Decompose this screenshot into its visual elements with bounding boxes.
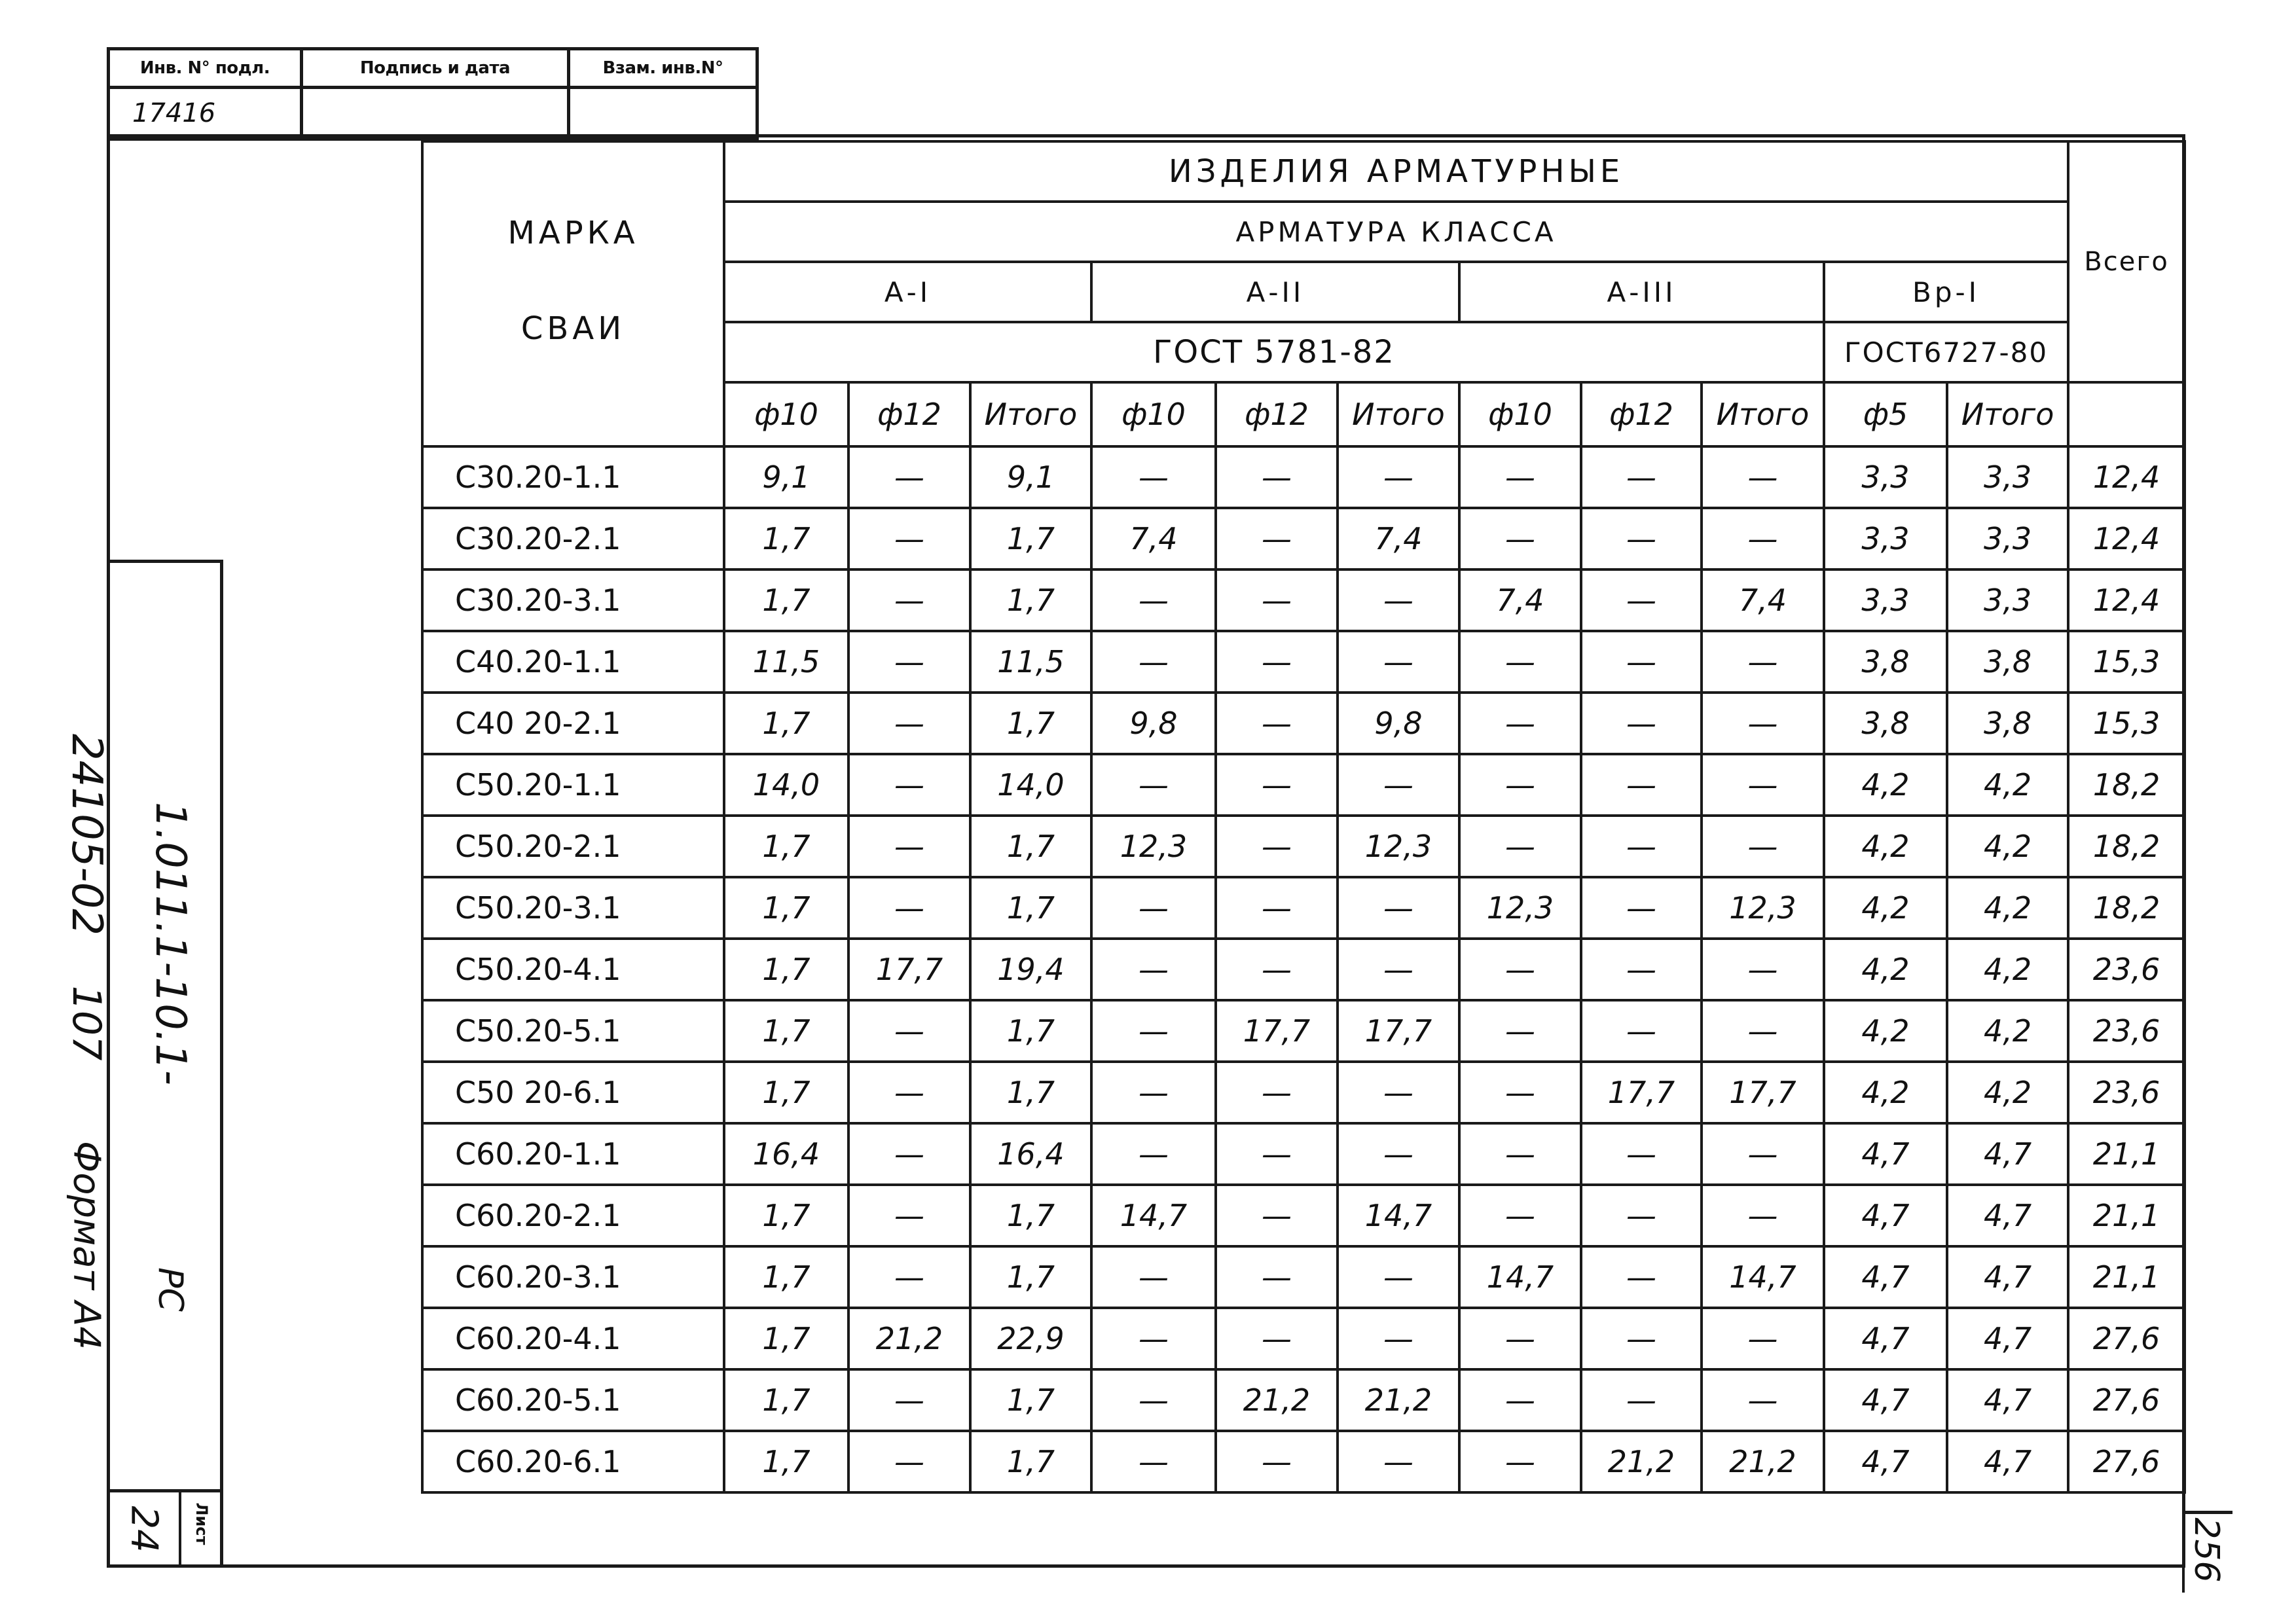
table-cell: 14,0: [724, 754, 848, 816]
table-cell: —: [1459, 693, 1581, 754]
table-cell: —: [848, 877, 970, 939]
table-cell: 4,7: [1947, 1123, 2068, 1185]
table-cell: 3,3: [1947, 569, 2068, 631]
table-cell: 17,7: [1581, 1062, 1702, 1123]
sheet-box-top: [107, 1489, 223, 1492]
table-cell: 7,4: [1091, 508, 1216, 569]
table-row: [422, 754, 2185, 816]
letter-mark: РС: [151, 1267, 190, 1312]
mark-header-line1: МАРКА: [507, 215, 639, 251]
table-cell: —: [848, 1369, 970, 1431]
table-cell: 1,7: [724, 1062, 848, 1123]
signature-date-value: [302, 88, 569, 139]
table-cell: —: [1338, 754, 1459, 816]
table-cell: —: [1581, 877, 1702, 939]
table-cell: —: [1702, 693, 1824, 754]
row-total: 18,2: [2068, 754, 2185, 816]
column-header: Итого: [970, 382, 1091, 446]
pile-mark: С60.20-2.1: [422, 1185, 724, 1246]
table-cell: 4,7: [1824, 1246, 1947, 1308]
table-cell: 17,7: [1702, 1062, 1824, 1123]
table-cell: 1,7: [724, 816, 848, 877]
table-cell: —: [1581, 1000, 1702, 1062]
table-row: [422, 693, 2185, 754]
table-cell: —: [1581, 631, 1702, 693]
binding-strip-border: [220, 560, 223, 1568]
table-cell: 17,7: [1216, 1000, 1338, 1062]
signature-date-label: Подпись и дата: [302, 49, 569, 88]
pile-mark: С30.20-1.1: [422, 446, 724, 508]
table-cell: —: [1702, 1185, 1824, 1246]
table-cell: 14,7: [1338, 1185, 1459, 1246]
mark-header-line2: СВАИ: [520, 310, 626, 347]
table-cell: 1,7: [970, 1185, 1091, 1246]
sheet-code: 107: [64, 985, 109, 1061]
table-cell: 4,2: [1824, 1062, 1947, 1123]
gost-wire: ГОСТ6727-80: [1824, 322, 2068, 382]
table-cell: —: [848, 446, 970, 508]
table-cell: —: [1216, 1185, 1338, 1246]
table-cell: 14,0: [970, 754, 1091, 816]
table-cell: 4,7: [1824, 1185, 1947, 1246]
table-cell: 4,2: [1947, 1000, 2068, 1062]
table-cell: —: [1091, 1308, 1216, 1369]
table-cell: —: [848, 754, 970, 816]
table-row: [422, 877, 2185, 939]
table-cell: 17,7: [848, 939, 970, 1000]
table-cell: 9,1: [970, 446, 1091, 508]
table-row: [422, 1123, 2185, 1185]
table-cell: —: [1216, 877, 1338, 939]
table-cell: 3,3: [1947, 508, 2068, 569]
table-cell: 4,2: [1824, 816, 1947, 877]
table-cell: 19,4: [970, 939, 1091, 1000]
class-a3: А-III: [1459, 262, 1824, 322]
table-cell: —: [1702, 631, 1824, 693]
table-cell: —: [1091, 1369, 1216, 1431]
pile-mark: С30.20-2.1: [422, 508, 724, 569]
table-cell: —: [848, 631, 970, 693]
frame-top-border: [107, 134, 2185, 137]
table-cell: —: [1459, 508, 1581, 569]
table-cell: 1,7: [724, 877, 848, 939]
table-cell: —: [1581, 1185, 1702, 1246]
table-cell: —: [1581, 1308, 1702, 1369]
table-row: [422, 508, 2185, 569]
table-row: [422, 1431, 2185, 1492]
table-cell: 1,7: [724, 508, 848, 569]
table-cell: —: [1702, 446, 1824, 508]
row-total: 21,1: [2068, 1185, 2185, 1246]
table-cell: —: [1338, 1123, 1459, 1185]
table-cell: —: [1338, 569, 1459, 631]
table-cell: 21,2: [1216, 1369, 1338, 1431]
gost-main: ГОСТ 5781-82: [724, 322, 1824, 382]
table-row: [422, 446, 2185, 508]
table-cell: —: [1702, 754, 1824, 816]
table-cell: —: [848, 1062, 970, 1123]
column-header: ф12: [1216, 382, 1338, 446]
row-total: 12,4: [2068, 569, 2185, 631]
table-cell: 1,7: [724, 1308, 848, 1369]
row-total: 12,4: [2068, 446, 2185, 508]
table-cell: 1,7: [724, 1431, 848, 1492]
page-number: 256: [2187, 1517, 2226, 1583]
table-row: [422, 1308, 2185, 1369]
table-cell: 4,7: [1824, 1431, 1947, 1492]
table-cell: —: [1581, 569, 1702, 631]
table-cell: —: [1581, 939, 1702, 1000]
table-cell: —: [1459, 446, 1581, 508]
table-cell: 4,7: [1824, 1369, 1947, 1431]
table-cell: —: [1216, 1308, 1338, 1369]
table-cell: —: [1091, 631, 1216, 693]
pile-mark: С50.20-2.1: [422, 816, 724, 877]
table-cell: —: [1091, 754, 1216, 816]
table-cell: —: [1091, 1062, 1216, 1123]
table-cell: —: [1091, 1431, 1216, 1492]
replacement-inventory-value: [569, 88, 757, 139]
table-cell: —: [1581, 1369, 1702, 1431]
table-cell: 4,2: [1947, 1062, 2068, 1123]
table-cell: 12,3: [1091, 816, 1216, 877]
pile-mark: С40.20-1.1: [422, 631, 724, 693]
table-cell: —: [1702, 508, 1824, 569]
table-cell: —: [1216, 1431, 1338, 1492]
table-cell: 11,5: [970, 631, 1091, 693]
pile-mark: С50.20-3.1: [422, 877, 724, 939]
table-cell: —: [848, 816, 970, 877]
table-cell: 22,9: [970, 1308, 1091, 1369]
table-cell: —: [1459, 1308, 1581, 1369]
page-number-vertical: [2182, 1511, 2185, 1593]
table-cell: —: [1216, 939, 1338, 1000]
table-cell: 9,1: [724, 446, 848, 508]
table-cell: 3,8: [1947, 693, 2068, 754]
column-header: Итого: [1338, 382, 1459, 446]
pile-mark: С60.20-4.1: [422, 1308, 724, 1369]
table-cell: —: [1216, 754, 1338, 816]
row-total: 23,6: [2068, 939, 2185, 1000]
table-cell: 1,7: [970, 1000, 1091, 1062]
table-cell: —: [1338, 446, 1459, 508]
table-cell: 1,7: [970, 1246, 1091, 1308]
row-total: 21,1: [2068, 1246, 2185, 1308]
table-cell: 12,3: [1338, 816, 1459, 877]
series-number: 24105-02: [62, 733, 111, 936]
pile-mark: С30.20-3.1: [422, 569, 724, 631]
table-cell: —: [1581, 1246, 1702, 1308]
table-cell: —: [1216, 1062, 1338, 1123]
table-cell: 3,3: [1824, 446, 1947, 508]
table-cell: —: [1216, 508, 1338, 569]
table-cell: 12,3: [1702, 877, 1824, 939]
table-cell: 14,7: [1702, 1246, 1824, 1308]
table-cell: —: [1216, 446, 1338, 508]
table-cell: —: [1702, 1369, 1824, 1431]
table-cell: —: [1338, 939, 1459, 1000]
pile-mark: С60.20-6.1: [422, 1431, 724, 1492]
table-cell: 1,7: [970, 1431, 1091, 1492]
row-total: 23,6: [2068, 1000, 2185, 1062]
table-cell: —: [1216, 693, 1338, 754]
table-cell: —: [848, 1185, 970, 1246]
table-row: [422, 816, 2185, 877]
approval-stamp: [107, 47, 759, 141]
table-cell: —: [1702, 816, 1824, 877]
table-cell: —: [1459, 1431, 1581, 1492]
table-cell: —: [1091, 939, 1216, 1000]
row-total: 27,6: [2068, 1431, 2185, 1492]
table-cell: —: [1581, 446, 1702, 508]
table-cell: 21,2: [1581, 1431, 1702, 1492]
pile-mark: С50.20-4.1: [422, 939, 724, 1000]
group-title: ИЗДЕЛИЯ АРМАТУРНЫЕ: [724, 141, 2068, 202]
class-a2: А-II: [1091, 262, 1459, 322]
table-cell: 7,4: [1459, 569, 1581, 631]
reinforcement-table: [421, 140, 2186, 1494]
mark-header: [422, 141, 724, 446]
table-cell: 16,4: [724, 1123, 848, 1185]
table-cell: 9,8: [1338, 693, 1459, 754]
table-cell: 1,7: [970, 816, 1091, 877]
table-cell: 4,7: [1824, 1123, 1947, 1185]
table-cell: —: [1459, 1185, 1581, 1246]
class-a1: А-I: [724, 262, 1091, 322]
table-cell: 16,4: [970, 1123, 1091, 1185]
pile-mark: С50.20-5.1: [422, 1000, 724, 1062]
table-cell: —: [1091, 446, 1216, 508]
table-cell: 4,2: [1824, 1000, 1947, 1062]
table-cell: —: [1338, 877, 1459, 939]
table-cell: 1,7: [970, 569, 1091, 631]
table-cell: 4,7: [1947, 1431, 2068, 1492]
column-header: Итого: [1702, 382, 1824, 446]
table-cell: 4,7: [1947, 1369, 2068, 1431]
table-row: [422, 1062, 2185, 1123]
table-cell: —: [1459, 816, 1581, 877]
table-cell: —: [1459, 631, 1581, 693]
table-cell: 3,8: [1824, 631, 1947, 693]
table-cell: —: [1459, 939, 1581, 1000]
column-header: ф12: [1581, 382, 1702, 446]
table-cell: 1,7: [970, 1062, 1091, 1123]
table-cell: —: [848, 1431, 970, 1492]
row-total: 12,4: [2068, 508, 2185, 569]
table-cell: —: [1581, 693, 1702, 754]
sheet-box-divider: [179, 1489, 181, 1566]
table-cell: —: [1216, 1246, 1338, 1308]
table-cell: 4,2: [1824, 939, 1947, 1000]
table-cell: —: [1091, 1000, 1216, 1062]
table-cell: —: [848, 1246, 970, 1308]
table-cell: 3,8: [1947, 631, 2068, 693]
table-cell: 4,7: [1824, 1308, 1947, 1369]
table-cell: 3,3: [1824, 569, 1947, 631]
frame-bottom-border: [107, 1564, 2185, 1568]
table-cell: —: [1091, 877, 1216, 939]
column-header: ф12: [848, 382, 970, 446]
table-cell: —: [1459, 1123, 1581, 1185]
table-cell: 1,7: [724, 939, 848, 1000]
table-row: [422, 939, 2185, 1000]
inventory-number: 17416: [109, 88, 302, 139]
table-cell: —: [1459, 754, 1581, 816]
sheet-label: Лист: [192, 1502, 211, 1545]
table-cell: 4,7: [1947, 1185, 2068, 1246]
row-total: 15,3: [2068, 631, 2185, 693]
table-cell: 1,7: [724, 569, 848, 631]
table-cell: 1,7: [724, 1185, 848, 1246]
table-cell: —: [1216, 631, 1338, 693]
table-cell: 14,7: [1091, 1185, 1216, 1246]
table-row: [422, 1246, 2185, 1308]
table-cell: 4,2: [1947, 877, 2068, 939]
inventory-label: Инв. N° подл.: [109, 49, 302, 88]
table-row: [422, 1369, 2185, 1431]
pile-mark: С60.20-5.1: [422, 1369, 724, 1431]
column-header: ф5: [1824, 382, 1947, 446]
column-header: ф10: [1459, 382, 1581, 446]
binding-strip-top: [107, 560, 223, 563]
sheet-number: 24: [122, 1506, 166, 1553]
table-cell: 1,7: [724, 1369, 848, 1431]
table-cell: —: [848, 508, 970, 569]
table-cell: 12,3: [1459, 877, 1581, 939]
table-row: [422, 1185, 2185, 1246]
column-header: Итого: [1947, 382, 2068, 446]
row-total: 27,6: [2068, 1369, 2185, 1431]
table-cell: 3,3: [1947, 446, 2068, 508]
table-cell: 4,7: [1947, 1246, 2068, 1308]
table-cell: —: [848, 569, 970, 631]
table-cell: 1,7: [970, 1369, 1091, 1431]
table-cell: —: [848, 693, 970, 754]
column-header: ф10: [1091, 382, 1216, 446]
table-cell: 21,2: [1338, 1369, 1459, 1431]
table-cell: 7,4: [1702, 569, 1824, 631]
table-cell: 4,2: [1824, 877, 1947, 939]
table-cell: 4,2: [1947, 754, 2068, 816]
table-cell: —: [1581, 508, 1702, 569]
table-cell: —: [1091, 569, 1216, 631]
table-cell: 3,3: [1824, 508, 1947, 569]
table-cell: 1,7: [724, 693, 848, 754]
row-total: 15,3: [2068, 693, 2185, 754]
table-cell: 1,7: [970, 877, 1091, 939]
table-cell: —: [1702, 1000, 1824, 1062]
table-cell: 7,4: [1338, 508, 1459, 569]
table-cell: 4,2: [1947, 816, 2068, 877]
table-row: [422, 569, 2185, 631]
row-total: 18,2: [2068, 816, 2185, 877]
table-cell: 4,2: [1947, 939, 2068, 1000]
total-header-spacer: [2068, 382, 2185, 446]
table-cell: —: [1338, 1246, 1459, 1308]
row-total: 21,1: [2068, 1123, 2185, 1185]
table-cell: —: [1702, 1308, 1824, 1369]
table-cell: —: [1091, 1246, 1216, 1308]
table-cell: —: [1216, 1123, 1338, 1185]
table-cell: —: [1338, 1062, 1459, 1123]
table-cell: —: [1459, 1062, 1581, 1123]
pile-mark: С60.20-3.1: [422, 1246, 724, 1308]
table-cell: 9,8: [1091, 693, 1216, 754]
table-cell: 21,2: [848, 1308, 970, 1369]
row-total: 18,2: [2068, 877, 2185, 939]
table-cell: —: [1702, 1123, 1824, 1185]
table-cell: —: [1338, 631, 1459, 693]
table-cell: —: [1581, 1123, 1702, 1185]
table-cell: —: [848, 1123, 970, 1185]
pile-mark: С50 20-6.1: [422, 1062, 724, 1123]
table-cell: —: [1091, 1123, 1216, 1185]
class-title: АРМАТУРА КЛАССА: [724, 202, 2068, 262]
table-cell: 17,7: [1338, 1000, 1459, 1062]
table-cell: 14,7: [1459, 1246, 1581, 1308]
table-cell: —: [848, 1000, 970, 1062]
table-cell: 1,7: [724, 1000, 848, 1062]
format-label: Формат А4: [65, 1141, 108, 1350]
table-cell: —: [1459, 1000, 1581, 1062]
table-cell: 1,7: [724, 1246, 848, 1308]
row-total: 23,6: [2068, 1062, 2185, 1123]
pile-mark: С60.20-1.1: [422, 1123, 724, 1185]
table-row: [422, 631, 2185, 693]
replacement-inventory-label: Взам. инв.N°: [569, 49, 757, 88]
table-cell: —: [1702, 939, 1824, 1000]
table-cell: 1,7: [970, 508, 1091, 569]
row-total: 27,6: [2068, 1308, 2185, 1369]
table-cell: —: [1338, 1431, 1459, 1492]
table-cell: —: [1581, 754, 1702, 816]
table-cell: —: [1338, 1308, 1459, 1369]
table-cell: 11,5: [724, 631, 848, 693]
column-header: ф10: [724, 382, 848, 446]
table-cell: 21,2: [1702, 1431, 1824, 1492]
class-vr1: Вр-I: [1824, 262, 2068, 322]
table-cell: —: [1581, 816, 1702, 877]
document-code: 1.011.1-10.1-: [146, 802, 194, 1085]
total-header: Всего: [2068, 141, 2185, 382]
table-cell: 4,7: [1947, 1308, 2068, 1369]
table-cell: 4,2: [1824, 754, 1947, 816]
table-cell: 1,7: [970, 693, 1091, 754]
table-cell: 3,8: [1824, 693, 1947, 754]
table-row: [422, 1000, 2185, 1062]
pile-mark: С50.20-1.1: [422, 754, 724, 816]
table-cell: —: [1216, 816, 1338, 877]
pile-mark: С40 20-2.1: [422, 693, 724, 754]
table-cell: —: [1216, 569, 1338, 631]
table-cell: —: [1459, 1369, 1581, 1431]
